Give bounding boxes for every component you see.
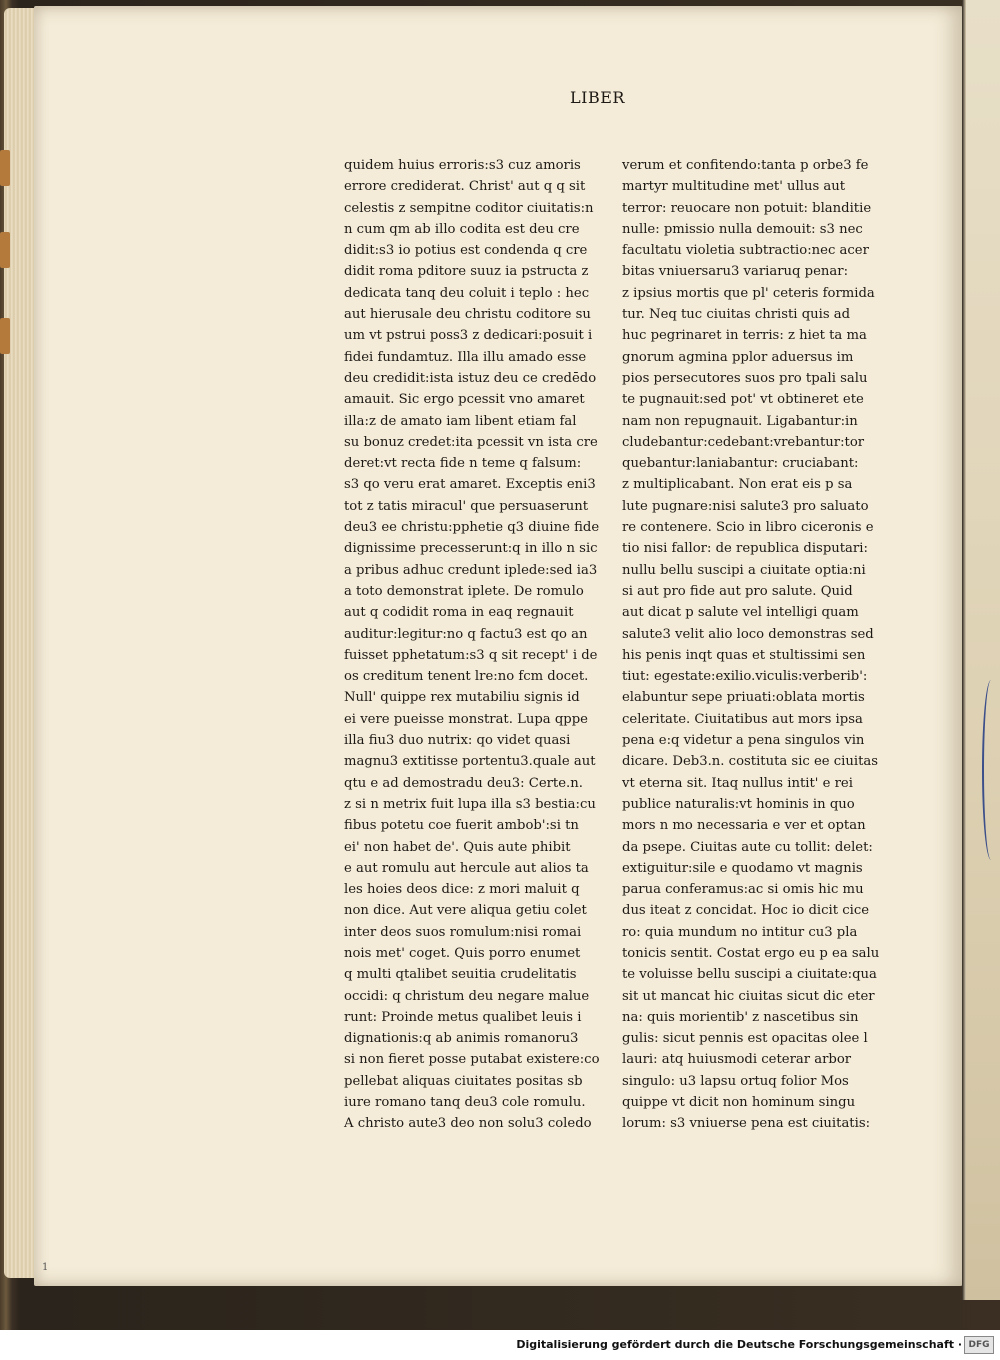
text-line: nulle: pmissio nulla demouit: s3 nec xyxy=(622,221,863,237)
text-line: dignissime precesserunt:q in illo n sic xyxy=(344,541,598,557)
text-line: dedicata tanq deu coluit i teplo : hec xyxy=(344,285,590,301)
text-line: elabuntur sepe priuati:oblata mortis xyxy=(622,690,865,706)
text-line: dus iteat z concidat. Hoc io dicit cice xyxy=(622,903,870,919)
text-line: ei vere pueisse monstrat. Lupa qppe xyxy=(344,711,588,727)
text-line: os creditum tenent lre:no fcm docet. xyxy=(344,669,589,685)
text-line: extiguitur:sile e quodamo vt magnis xyxy=(622,860,863,876)
ink-marginal-mark xyxy=(982,680,1000,860)
text-line: illa:z de amato iam libent etiam fal xyxy=(344,413,577,429)
text-line: deu3 ee christu:pphetie q3 diuine fide xyxy=(344,520,600,536)
text-line: huc pegrinaret in terris: z hiet ta ma xyxy=(622,328,867,344)
text-line: magnu3 extitisse portentu3.quale aut xyxy=(344,754,596,770)
text-line: vt eterna sit. Itaq nullus intit' e rei xyxy=(622,775,853,791)
text-line: ro: quia mundum no intitur cu3 pla xyxy=(622,924,858,940)
text-line: sit ut mancat hic ciuitas sicut dic eter xyxy=(622,988,875,1004)
text-line: deret:vt recta fide n teme q falsum: xyxy=(344,456,582,472)
text-line: didit:s3 io potius est condenda q cre xyxy=(344,243,588,259)
text-line: aut dicat p salute vel intelligi quam xyxy=(622,605,859,621)
text-line: martyr multitudine met' ullus aut xyxy=(622,179,846,195)
text-line: amauit. Sic ergo pcessit vno amaret xyxy=(344,392,585,408)
margin-mark: 1 xyxy=(42,1262,49,1273)
text-line: quebantur:laniabantur: cruciabant: xyxy=(622,456,859,472)
text-line: nois met' coget. Quis porro enumet xyxy=(344,945,581,961)
text-line: su bonuz credet:ita pcessit vn ista cre xyxy=(344,434,598,450)
bookmark-tab xyxy=(0,150,10,186)
text-line: a toto demonstrat iplete. De romulo xyxy=(344,583,584,599)
text-line: salute3 velit alio loco demonstras sed xyxy=(622,626,874,642)
text-line: gnorum agmina pplor aduersus im xyxy=(622,349,854,365)
text-line: z si n metrix fuit lupa illa s3 bestia:cu xyxy=(344,796,596,812)
text-line: nullu bellu suscipi a ciuitate optia:ni xyxy=(622,562,866,578)
text-line: tur. Neq tuc ciuitas christi quis ad xyxy=(622,307,851,323)
text-line: e aut romulu aut hercule aut alios ta xyxy=(344,860,589,876)
text-line: his penis inqt quas et stultissimi sen xyxy=(622,647,866,663)
text-line: quidem huius erroris:s3 cuz amoris xyxy=(344,158,581,173)
text-line: si non fieret posse putabat existere:co xyxy=(344,1052,600,1068)
text-line: singulo: u3 lapsu ortuq folior Mos xyxy=(622,1073,849,1089)
text-line: aut q codidit roma in eaq regnauit xyxy=(344,605,574,621)
text-line: pios persecutores suos pro tpali salu xyxy=(622,370,868,386)
text-line: terror: reuocare non potuit: blanditie xyxy=(622,200,872,216)
text-line: lauri: atq huiusmodi ceterar arbor xyxy=(622,1052,852,1068)
running-title: LIBER xyxy=(570,88,625,107)
bookmark-tab xyxy=(0,232,10,268)
text-line: quippe vt dicit non hominum singu xyxy=(622,1095,856,1111)
text-line: tiut: egestate:exilio.viculis:verberib': xyxy=(622,669,868,685)
dfg-logo: DFG xyxy=(964,1336,994,1354)
text-line: lute pugnare:nisi salute3 pro saluato xyxy=(622,498,869,514)
text-line: tio nisi fallor: de republica disputari: xyxy=(622,541,868,557)
text-line: publice naturalis:vt hominis in quo xyxy=(622,796,855,812)
facing-page-edge xyxy=(962,0,1000,1300)
text-column-right xyxy=(622,155,880,1135)
text-line: re contenere. Scio in libro ciceronis e xyxy=(622,520,874,536)
text-line: A christo aute3 deo non solu3 coledo xyxy=(344,1116,592,1132)
text-line: gulis: sicut pennis est opacitas olee l xyxy=(622,1031,868,1047)
text-line: tonicis sentit. Costat ergo eu p ea salu xyxy=(622,945,880,961)
text-line: dicare. Deb3.n. costituta sic ee ciuitas xyxy=(622,754,879,770)
text-line: inter deos suos romulum:nisi romai xyxy=(344,924,582,940)
text-line: z multiplicabant. Non erat eis p sa xyxy=(622,477,853,493)
text-line: deu credidit:ista istuz deu ce credēdo xyxy=(344,370,597,386)
text-line: didit roma pditore suuz ia pstructa z xyxy=(344,264,589,280)
digitization-credit: Digitalisierung gefördert durch die Deutsche Forschungsgemeinschaft · xyxy=(516,1338,962,1351)
text-line: a pribus adhuc credunt iplede:sed ia3 xyxy=(344,562,598,578)
text-line: te voluisse bellu suscipi a ciuitate:qua xyxy=(622,967,877,983)
bookmark-tab xyxy=(0,318,10,354)
text-line: na: quis morientib' z nascetibus sin xyxy=(622,1009,859,1025)
text-line: fidei fundamtuz. Illa illu amado esse xyxy=(344,349,587,365)
text-line: ei' non habet de'. Quis aute phibit xyxy=(344,839,571,855)
text-line: da psepe. Ciuitas aute cu tollit: delet: xyxy=(622,839,873,855)
text-line: occidi: q christum deu negare malue xyxy=(344,988,590,1004)
text-line: runt: Proinde metus qualibet leuis i xyxy=(344,1009,582,1025)
text-line: celestis z sempitne coditor ciuitatis:n xyxy=(344,200,594,216)
text-line: qtu e ad demostradu deu3: Certe.n. xyxy=(344,775,583,791)
text-line: mors n mo necessaria e ver et optan xyxy=(622,818,866,834)
text-line: iure romano tanq deu3 cole romulu. xyxy=(344,1095,586,1111)
text-line: errore crediderat. Christ' aut q q sit xyxy=(344,179,586,195)
text-line: celeritate. Ciuitatibus aut mors ipsa xyxy=(622,711,863,727)
text-line: aut hierusale deu christu coditore su xyxy=(344,307,591,323)
text-line: verum et confitendo:tanta p orbe3 fe xyxy=(622,158,869,173)
text-line: lorum: s3 vniuerse pena est ciuitatis: xyxy=(622,1116,871,1132)
text-line: illa fiu3 duo nutrix: qo videt quasi xyxy=(344,733,571,749)
text-line: te pugnauit:sed pot' vt obtineret ete xyxy=(622,392,864,408)
text-line: um vt pstrui poss3 z dedicari:posuit i xyxy=(344,328,593,344)
text-line: pellebat aliquas ciuitates positas sb xyxy=(344,1073,583,1089)
text-line: n cum qm ab illo codita est deu cre xyxy=(344,221,580,237)
text-line: s3 qo veru erat amaret. Exceptis eni3 xyxy=(344,477,596,493)
text-line: z ipsius mortis que pl' ceteris formida xyxy=(622,285,875,301)
text-line: fuisset pphetatum:s3 q sit recept' i de xyxy=(344,647,598,663)
text-line: bitas vniuersaru3 variaruq penar: xyxy=(622,264,849,280)
text-line: fibus potetu coe fuerit ambob':si tn xyxy=(344,818,579,834)
text-line: cludebantur:cedebant:vrebantur:tor xyxy=(622,434,865,450)
book-page-edges xyxy=(4,8,38,1278)
text-line: dignationis:q ab animis romanoru3 xyxy=(344,1031,579,1047)
text-line: pena e:q videtur a pena singulos vin xyxy=(622,733,865,749)
text-line: q multi qtalibet seuitia crudelitatis xyxy=(344,967,577,983)
text-line: si aut pro fide aut pro salute. Quid xyxy=(622,583,853,599)
text-line: auditur:legitur:no q factu3 est qo an xyxy=(344,626,588,642)
text-line: non dice. Aut vere aliqua getiu colet xyxy=(344,903,587,919)
text-line: les hoies deos dice: z mori maluit q xyxy=(344,882,580,898)
text-line: parua conferamus:ac si omis hic mu xyxy=(622,882,864,898)
text-column-left xyxy=(344,155,600,1135)
text-line: nam non repugnauit. Ligabantur:in xyxy=(622,413,858,429)
text-line: facultatu violetia subtractio:nec acer xyxy=(622,243,869,259)
text-line: tot z tatis miracul' que persuaserunt xyxy=(344,498,589,514)
text-line: Null' quippe rex mutabiliu signis id xyxy=(344,690,580,706)
